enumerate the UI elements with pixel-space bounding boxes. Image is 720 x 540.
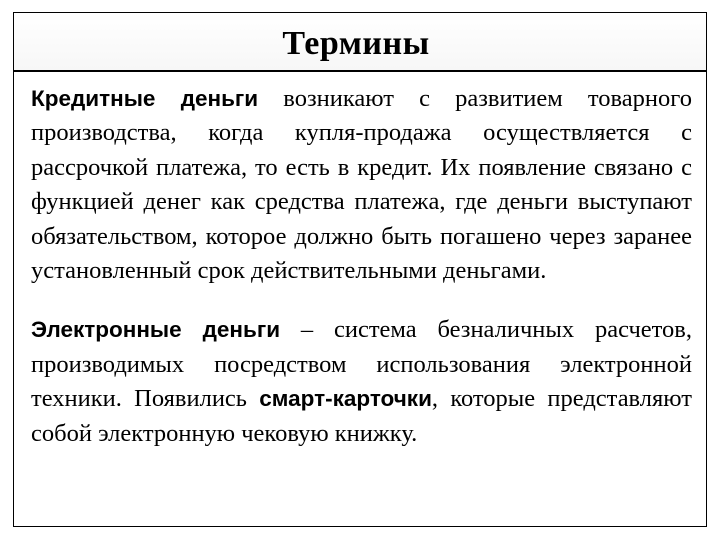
definition-electronic-money-part1: – система безналичных расчетов, производимых посредством использования электронной техники. Появились bbox=[31, 316, 693, 413]
term-electronic-money: Электронные деньги bbox=[31, 317, 281, 343]
definition-electronic-money-part2: , которые представляют собой электронную чековую книжку. bbox=[31, 385, 692, 447]
term-credit-money: Кредитные деньги bbox=[31, 86, 259, 111]
term-smart-cards: смарт-карточки bbox=[259, 386, 432, 412]
paragraph-electronic-money bbox=[31, 313, 692, 451]
page-title: Термины bbox=[282, 24, 430, 62]
definition-credit-money: возникают с развитием товарного производства, когда купля-продажа осуществляется с рассрочкой платежа, то есть в кредит. Их появление связано с функцией денег как средства платежа, где деньги выступают обязательством, которое должно быть погашено через заранее установленный срок действительными деньгами. bbox=[31, 85, 692, 285]
paragraph-credit-money bbox=[31, 82, 692, 288]
title-bar bbox=[13, 12, 707, 71]
content-panel bbox=[13, 71, 707, 527]
